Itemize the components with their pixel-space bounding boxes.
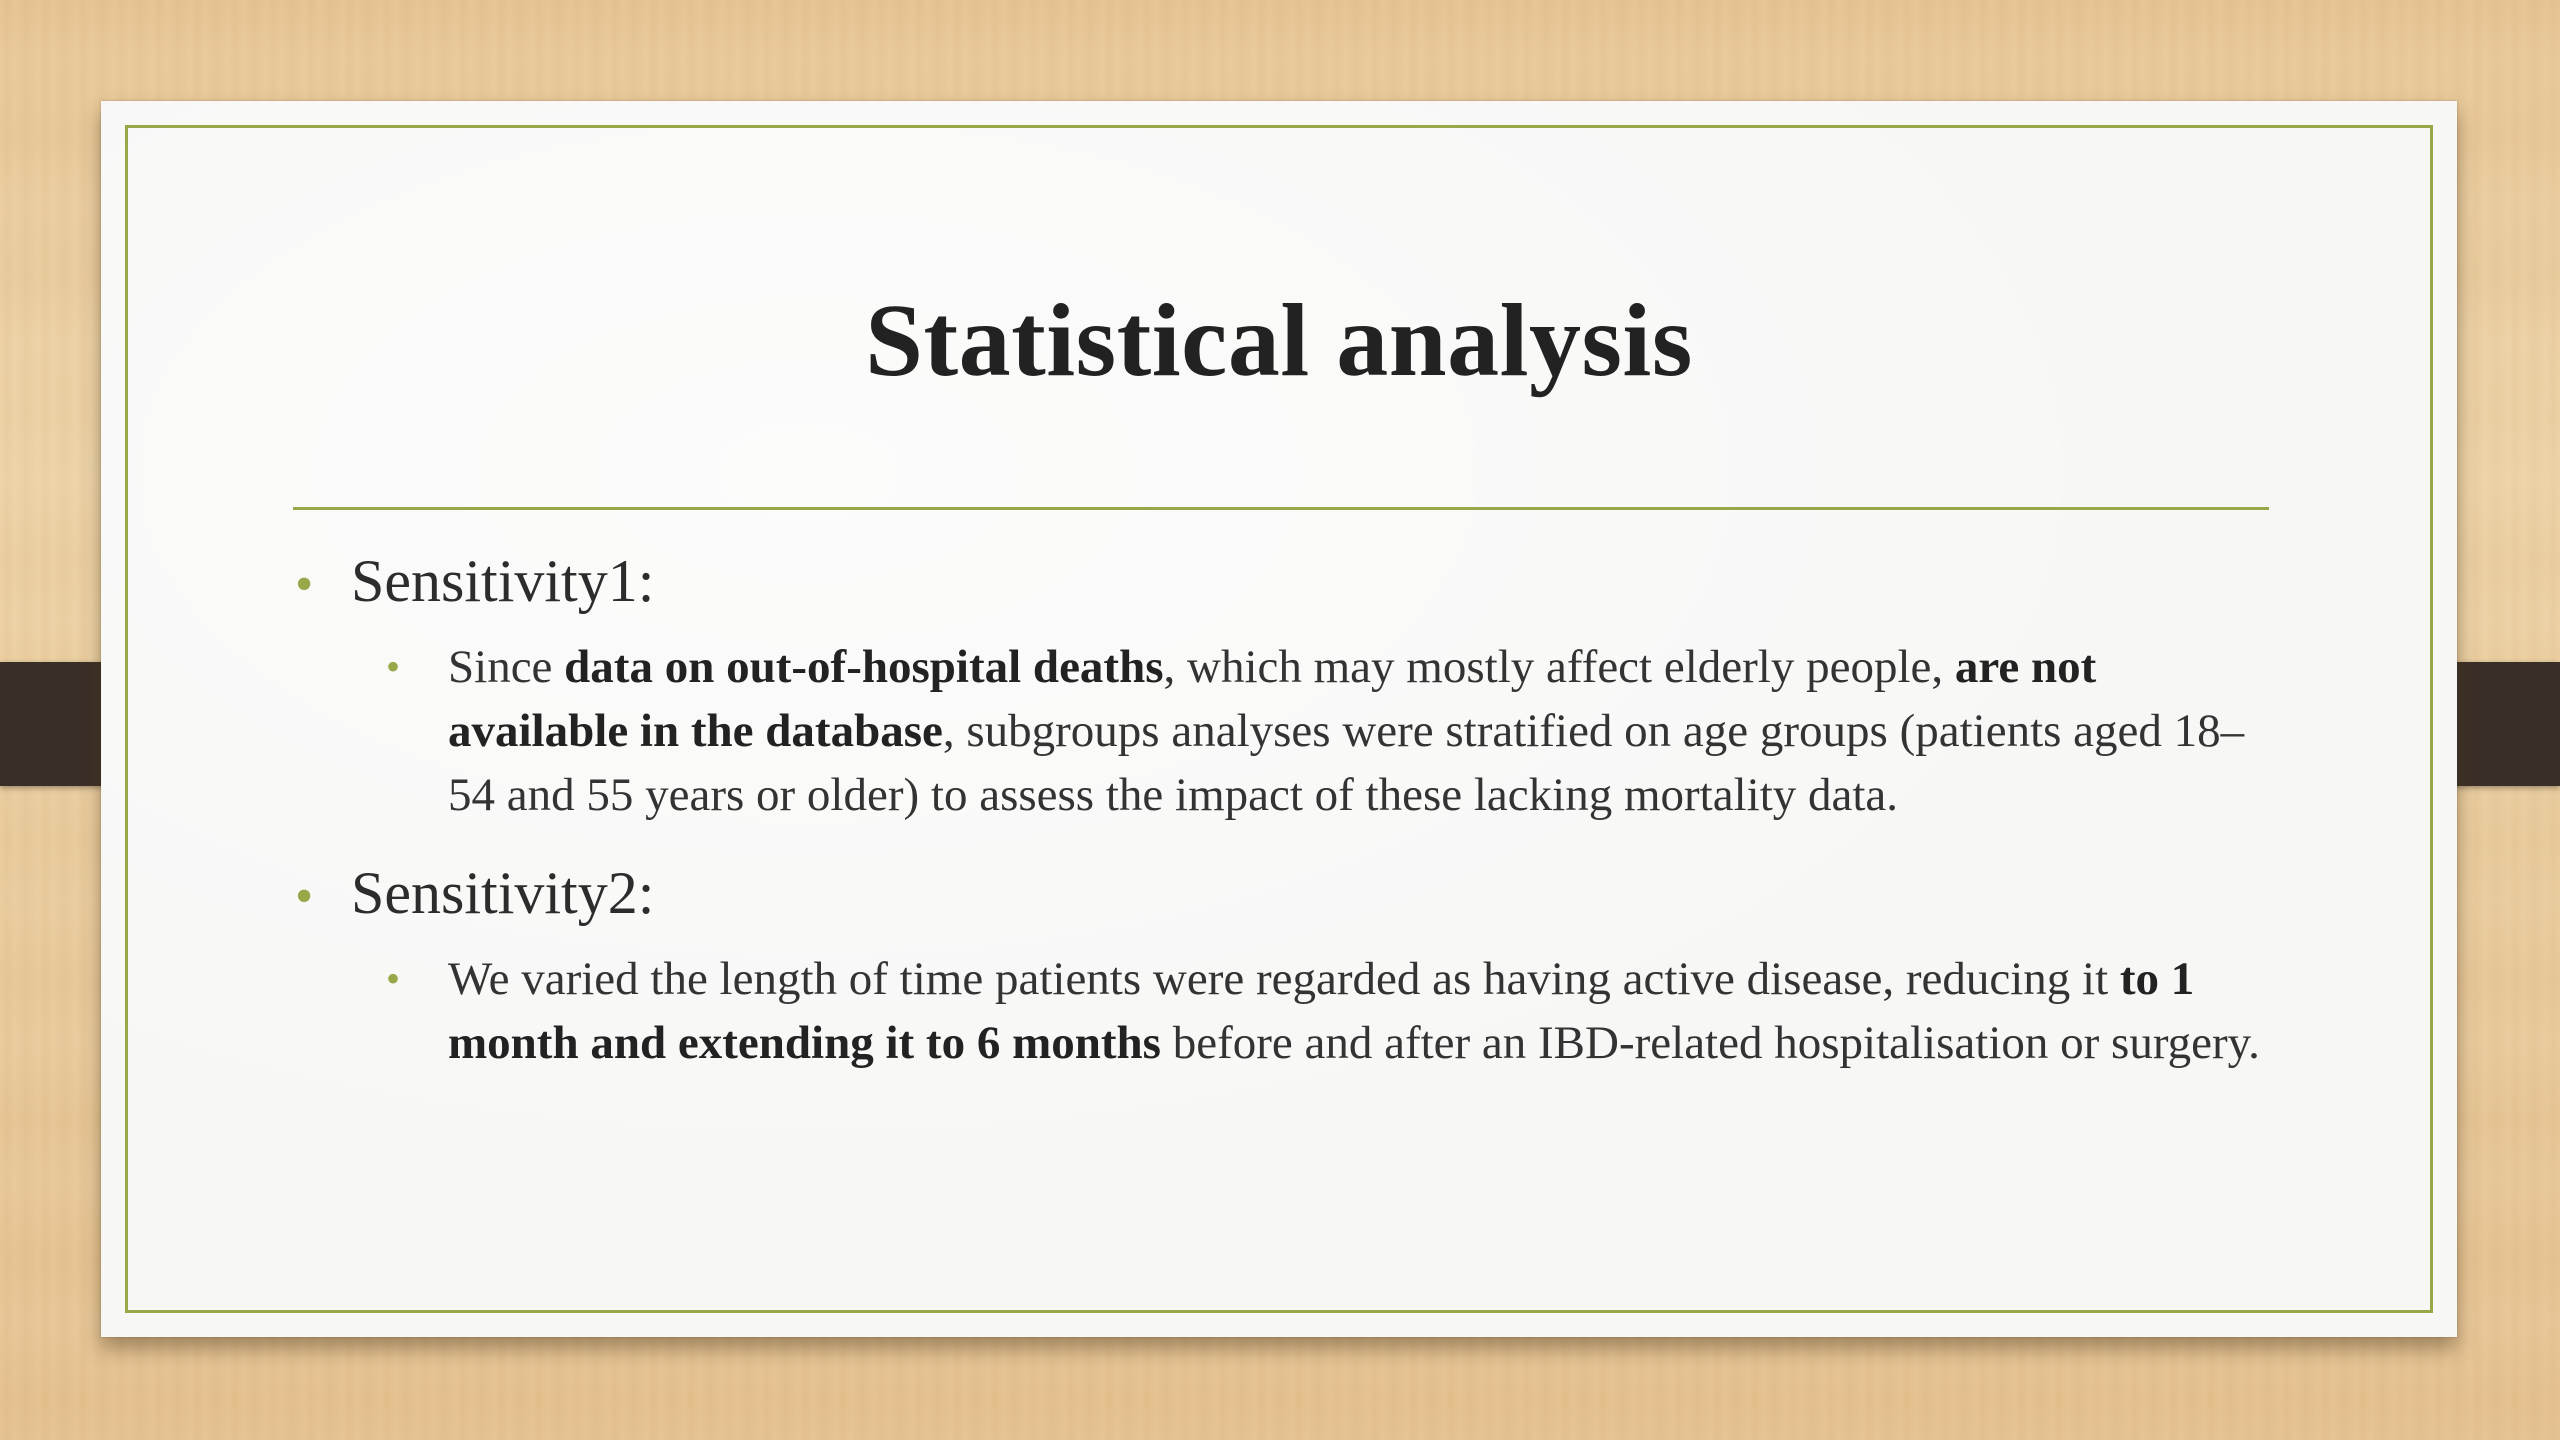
slide-content bbox=[291, 541, 2281, 1101]
sub-bullet-sensitivity2 bbox=[386, 947, 2278, 1075]
text-run: before and after an IBD-related hospitalisation or surgery. bbox=[1160, 1017, 2260, 1069]
sub-bullet-sensitivity1 bbox=[386, 635, 2278, 827]
bullet-dot-icon: • bbox=[295, 556, 314, 613]
slide-title: Statistical analysis bbox=[865, 283, 1693, 398]
sub-bullet-dot-icon: • bbox=[386, 956, 401, 1001]
bold-text-run: are not available in the database bbox=[448, 641, 2097, 757]
sub-bullet-dot-icon: • bbox=[386, 644, 401, 689]
bullet-sensitivity1 bbox=[291, 541, 2281, 621]
bullet-heading: Sensitivity1: bbox=[351, 548, 655, 614]
text-run: , which may mostly affect elderly people, bbox=[1163, 641, 1955, 693]
bold-text-run: data on out-of-hospital deaths bbox=[564, 641, 1164, 693]
text-run: Since bbox=[448, 641, 565, 693]
text-run: We varied the length of time patients were regarded as having active disease, reducing it bbox=[448, 953, 2120, 1005]
title-divider bbox=[293, 507, 2269, 510]
bullet-dot-icon: • bbox=[295, 868, 314, 925]
bullet-heading: Sensitivity2: bbox=[351, 860, 655, 926]
slide-card bbox=[101, 101, 2457, 1337]
bold-text-run: to 1 month and extending it to 6 months bbox=[448, 953, 2195, 1069]
text-run: , subgroups analyses were stratified on age groups (patients aged 18–54 and 55 years or older) to assess the impact of these lacking mortality data. bbox=[448, 705, 2245, 821]
bullet-sensitivity2 bbox=[291, 853, 2281, 933]
